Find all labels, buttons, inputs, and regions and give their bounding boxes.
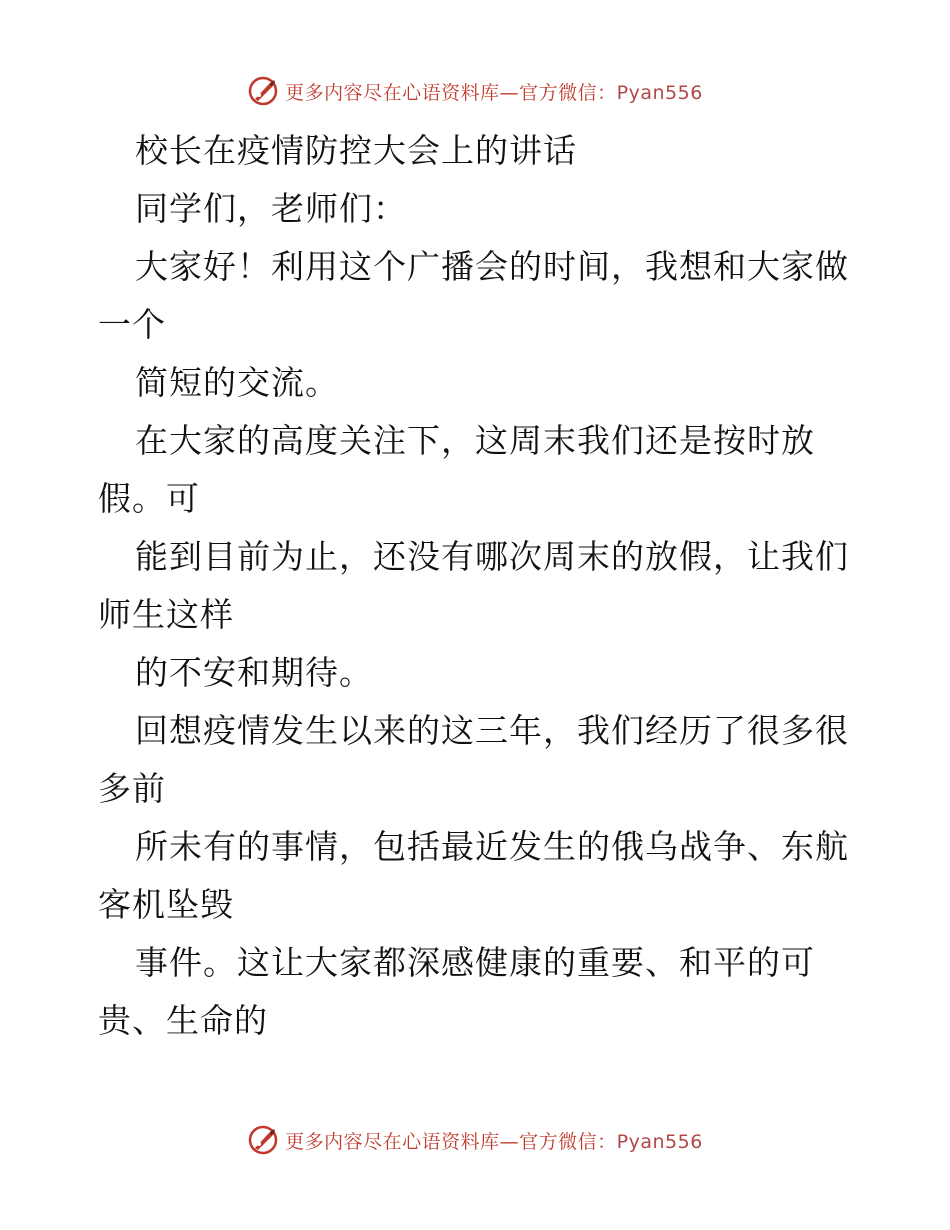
text-line: 假。可 — [98, 479, 200, 518]
header-banner — [0, 71, 950, 111]
banner-text: 更多内容尽在心语资料库—官方微信： — [285, 1130, 617, 1153]
text-line: 在大家的高度关注下，这周末我们还是按时放 — [135, 421, 815, 460]
text-line: 大家好！利用这个广播会的时间，我想和大家做 — [135, 247, 849, 286]
text-line: 贵、生命的 — [98, 1001, 268, 1040]
text-line: 所未有的事情，包括最近发生的俄乌战争、东航 — [135, 827, 849, 866]
footer-banner — [0, 1120, 950, 1160]
text-line: 客机坠毁 — [98, 885, 234, 924]
text-line: 师生这样 — [98, 595, 234, 634]
document-body — [98, 122, 878, 1050]
text-line: 多前 — [98, 769, 166, 808]
text-line: 事件。这让大家都深感健康的重要、和平的可 — [135, 943, 815, 982]
quill-seal-icon — [247, 75, 279, 107]
quill-seal-icon — [247, 1124, 279, 1156]
banner-label — [285, 78, 703, 105]
text-line: 的不安和期待。 — [135, 653, 373, 692]
text-line: 能到目前为止，还没有哪次周末的放假，让我们 — [135, 537, 849, 576]
banner-text: 更多内容尽在心语资料库—官方微信： — [285, 81, 617, 104]
banner-wechat-id: Pyan556 — [616, 81, 703, 104]
text-line: 一个 — [98, 305, 166, 344]
banner-label — [285, 1127, 703, 1154]
text-line: 简短的交流。 — [135, 363, 339, 402]
salutation-line: 同学们，老师们： — [135, 189, 407, 228]
banner-wechat-id: Pyan556 — [616, 1130, 703, 1153]
document-title: 校长在疫情防控大会上的讲话 — [135, 131, 577, 170]
text-line: 回想疫情发生以来的这三年，我们经历了很多很 — [135, 711, 849, 750]
